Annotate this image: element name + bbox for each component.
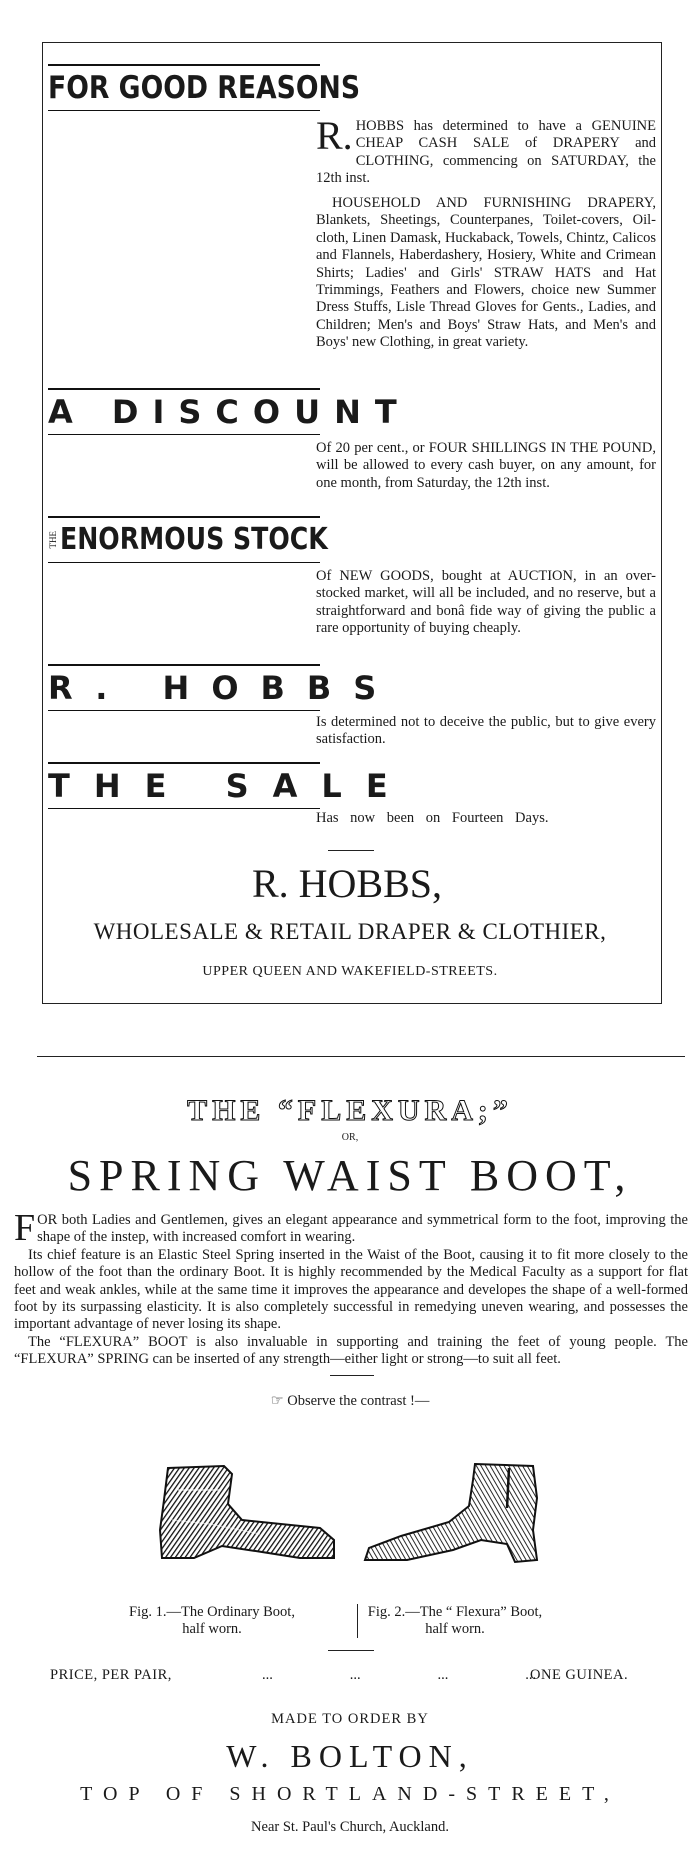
heading-enormous-stock: THE ENORMOUS STOCK xyxy=(48,516,320,563)
paragraph-goods-list: HOUSEHOLD AND FURNISHING DRAPERY, Blankets, Sheetings, Counterpanes, Toilet-covers, Oil-cloth, Linen Damask, Huckaback, Towels, Chintz, Calicos and Flannels, Haberdashery, Hosiery, White and Crimean Shirts; Ladies' and Girls' STRAW HATS and Hat Trimmings, Feathers and Flowers, choice new Summer Dress Stuffs, Lisle Thread Gloves for Gents., Ladies, and Children; Men's and Boys' Straw Hats, and Men's and Boys' new Clothing, in great variety. xyxy=(316,195,656,351)
paragraph-new-goods: Of NEW GOODS, bought at AUCTION, in an over-stocked market, will all be included, and no reserve, but a straightforward and bonâ fide way of giving the public a rare opportunity of buying cheaply. xyxy=(316,568,656,637)
price-label: PRICE, PER PAIR, xyxy=(50,1667,172,1683)
divider xyxy=(328,1650,374,1651)
heading-a-discount: A DISCOUNT xyxy=(48,388,320,435)
divider xyxy=(357,1604,358,1638)
paragraph-sale-intro: R. HOBBS has determined to have a GENUINE CHEAP CASH SALE of DRAPERY and CLOTHING, commencing on SATURDAY, the 12th inst. xyxy=(316,113,656,187)
flexura-or: OR, xyxy=(341,1132,359,1143)
maker-name: W. BOLTON, xyxy=(226,1738,474,1774)
divider xyxy=(328,850,374,851)
heading-for-good-reasons: FOR GOOD REASONS xyxy=(48,64,320,111)
price-value: ONE GUINEA. xyxy=(530,1667,629,1683)
flexura-body: FOR both Ladies and Gentlemen, gives an elegant appearance and symmetrical form to the foot, improving the shape of the instep, with increased comfort in wearing. Its chief feature is an Elastic Steel Spring inserted in the Waist of the Boot, causing it to fit more closely to the hollow of the foot than the ordinary Boot. It is highly recommended by the Medical Faculty as a support for flat feet and weak ankles, while at the same time it improves the appearance and developes the shape of a well-formed foot by its surpassing elasticity. It is also completely successful in remedying uneven wearing, and possesses the important advantage of never losing its shape. The “FLEXURA” BOOT is also invaluable in supporting and training the feet of young people. The “FLEXURA” SPRING can be inserted of any strength—either light or strong—to suit all feet. xyxy=(14,1207,688,1368)
observe-contrast: ☞ Observe the contrast !— xyxy=(270,1393,430,1409)
flexura-title: THE “FLEXURA;” xyxy=(187,1094,513,1127)
fig-2-caption: Fig. 2.—The “ Flexura” Boot, half worn. xyxy=(367,1604,543,1637)
divider xyxy=(330,1375,374,1376)
hobbs-name: R. HOBBS, xyxy=(251,861,443,906)
maker-location: Near St. Paul's Church, Auckland. xyxy=(251,1819,449,1835)
paragraph-discount: Of 20 per cent., or FOUR SHILLINGS IN THE POUND, will be allowed to every cash buyer, on any amount, for one month, from Saturday, the 12th inst. xyxy=(316,440,656,491)
paragraph-determined: Is determined not to deceive the public, but to give every satisfaction. xyxy=(316,714,656,748)
flexura-subtitle: SPRING WAIST BOOT, xyxy=(67,1151,633,1200)
fig-1-caption: Fig. 1.—The Ordinary Boot, half worn. xyxy=(129,1604,295,1637)
heading-the-sale: THE SALE xyxy=(48,762,320,809)
made-to-order: MADE TO ORDER BY xyxy=(271,1711,429,1727)
hobbs-trade: WHOLESALE & RETAIL DRAPER & CLOTHIER, xyxy=(93,919,607,944)
maker-address: TOP OF SHORTLAND-STREET, xyxy=(80,1783,620,1805)
advertisement-separator xyxy=(37,1056,685,1057)
flexura-boot-illustration xyxy=(357,1460,557,1572)
paragraph-fourteen-days: Has now been on Fourteen Days. xyxy=(316,810,549,826)
price-dots: ... ... ... ... xyxy=(262,1667,537,1683)
hobbs-address: UPPER QUEEN AND WAKEFIELD-STREETS. xyxy=(202,964,498,979)
heading-r-hobbs: R. HOBBS xyxy=(48,664,320,711)
flexura-dropcap: F xyxy=(14,1207,36,1249)
ordinary-boot-illustration xyxy=(150,1460,350,1570)
